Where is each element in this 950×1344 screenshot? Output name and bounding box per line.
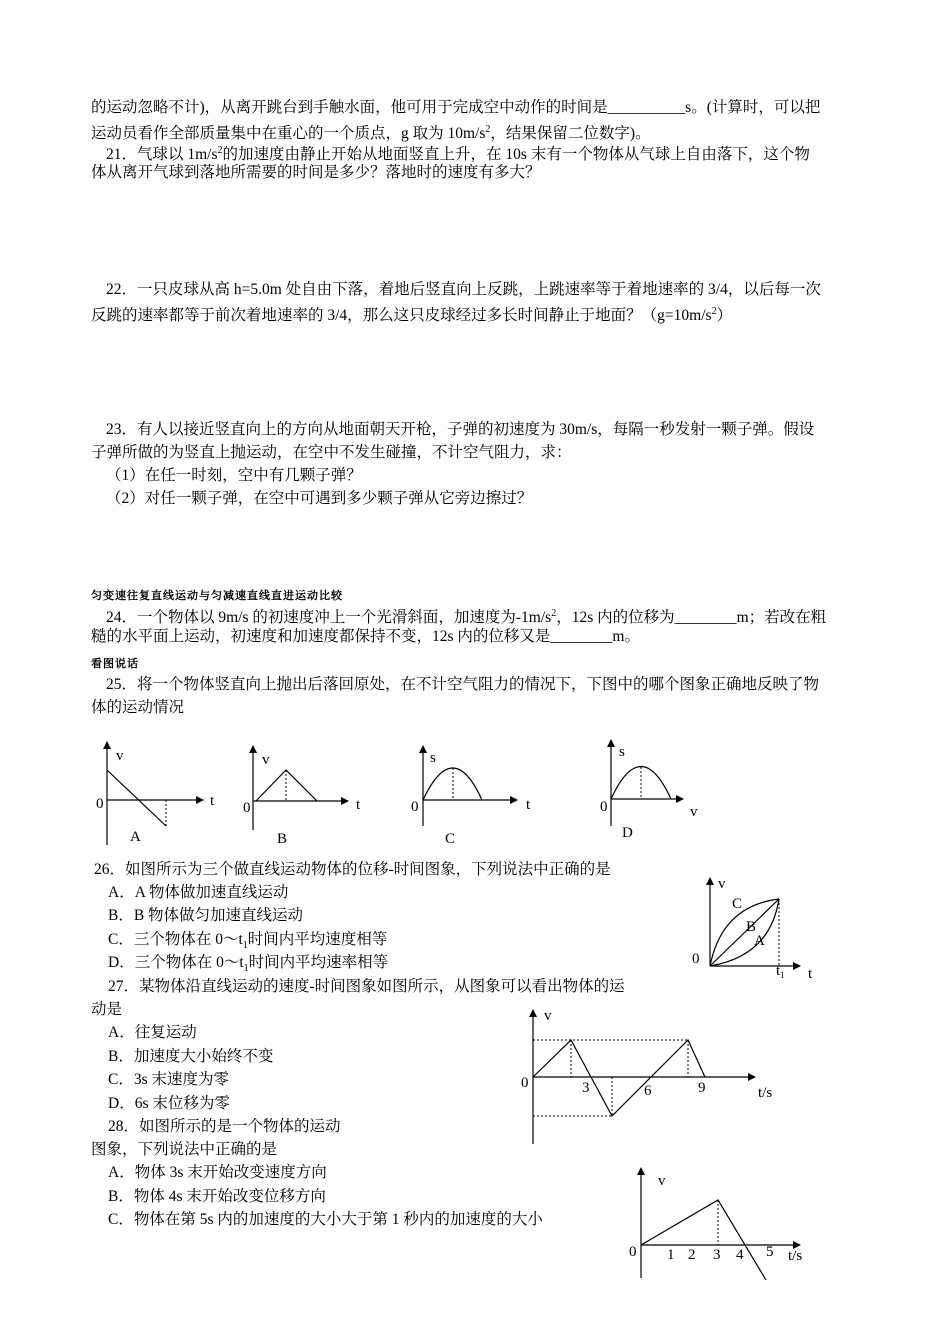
q25b-origin: 0 [243,800,251,816]
q22-line-2: 反跳的速率都等于前次着地速率的 3/4，那么这只皮球经过多长时间静止于地面？$(g=10m/s^2)$ [91,306,733,325]
q28-tick-1: 1 [667,1247,675,1263]
q27-tick-9: 9 [698,1080,706,1096]
q25d-origin: 0 [600,799,608,815]
q21-line-1: 21．气球以 $1m/s^2$的加速度由静止开始从地面竖直上升，在 10s 末有一个物体从气球上自由落下，这个物 [106,145,810,164]
q28-stem-1: 28．如图所示的是一个物体的运动 [108,1118,341,1135]
q23-item-2: （2）对任一颗子弹，在空中可遇到多少颗子弹从它旁边擦过？ [106,490,533,507]
q21-line-2: 体从离开气球到落地所需要的时间是多少？落地时的速度有多大？ [91,164,541,181]
q25c-x-label: t [526,797,531,813]
q27-x-label: t/s [758,1085,773,1101]
q25-graph-b [243,746,361,847]
q28-option-c: C．物体在第 5s 内的加速度的大小大于第 1 秒内的加速度的大小 [108,1211,543,1228]
q23-line-1: 23．有人以接近竖直向上的方向从地面朝天开枪，子弹的初速度为 30m/s，每隔一秒发射一颗子弹。假设 [106,421,815,438]
q28-option-a: A．物体 3s 末开始改变速度方向 [108,1164,327,1181]
q25a-y-label: v [116,748,124,764]
q27-option-d: D．6s 末位移为零 [108,1095,230,1112]
q25d-caption: D [622,825,633,841]
q25d-x-label: v [690,804,698,820]
q28-stem-2: 图象，下列说法中正确的是 [91,1141,278,1158]
q26-label-c: C [732,896,743,912]
q25a-origin: 0 [96,796,104,812]
q28-origin: 0 [629,1244,637,1260]
q25d-y-label: s [619,744,625,760]
q26-option-d: D．三个物体在 $0\sim t_1$时间内平均速率相等 [108,954,389,975]
q26-option-b: B．B 物体做匀加速直线运动 [108,907,304,924]
q27-option-a: A．往复运动 [108,1024,197,1041]
q28-x-label: t/s [788,1248,803,1264]
q25b-y-label: v [262,752,270,768]
q27-tick-6: 6 [644,1083,652,1099]
q25-line-1: 25．将一个物体竖直向上抛出后落回原处，在不计空气阻力的情况下，下图中的哪个图象正确地反映了物 [106,676,820,693]
q28-tick-4: 4 [736,1247,744,1263]
q26-origin: 0 [692,951,700,967]
q26-line-b [710,899,779,966]
q28-tick-3: 3 [713,1247,721,1263]
q25c-y-label: s [430,750,436,766]
q24-line-2: 糙的水平面上运动，初速度和加速度都保持不变，12s 内的位移又是________m。 [91,628,640,645]
q24-line-1: 24．一个物体以 9m/s 的初速度冲上一个光滑斜面，加速度为$-1m/s^2$，12s 内的位移为________m；若改在粗 [106,608,827,627]
q26-graph [692,876,813,982]
q26-label-b: B [746,919,757,935]
q20-line-3: 运动员看作全部质量集中在重心的一个质点，g 取为 $10m/s^2$，结果保留二位数字)。 [91,124,651,143]
q28-graph [629,1168,802,1280]
q23-item-1: （1）在任一时刻，空中有几颗子弹？ [106,467,362,484]
q25-line-2: 体的运动情况 [91,699,185,716]
q28-y-label: v [658,1173,666,1189]
q27-stem-2: 动是 [91,1001,123,1018]
q26-option-c: C．三个物体在 $0\sim t_1$时间内平均速度相等 [108,931,388,952]
q26-y-label: v [718,876,726,892]
q25a-caption: A [130,829,141,845]
q27-option-c: C．3s 末速度为零 [108,1071,229,1088]
q28-tick-5: 5 [766,1244,774,1260]
q25b-x-label: t [356,797,361,813]
q25c-caption: C [445,831,456,847]
q22-line-1: 22．一只皮球从高 h=5.0m 处自由下落，着地后竖直向上反跳，上跳速率等于着地速率的 3/4，以后每一次 [106,281,821,298]
q26-t1-label: $t_1$ [776,963,785,980]
q25-graph-c [411,746,531,847]
q26-x-label: t [808,966,813,982]
q26-stem: 26．如图所示为三个做直线运动物体的位移-时间图象，下列说法中正确的是 [94,861,611,878]
q27-tick-3: 3 [582,1080,590,1096]
q28-option-b: B．物体 4s 末开始改变位移方向 [108,1188,326,1205]
q25-graph-a [96,742,215,845]
q27-option-b: B．加速度大小始终不变 [108,1048,274,1065]
q23-line-2: 子弹所做的为竖直上抛运动，在空中不发生碰撞，不计空气阻力，求： [91,444,572,461]
q26-option-a: A．A 物体做加速直线运动 [108,884,289,901]
q25c-origin: 0 [411,799,419,815]
section-heading-1: 匀变速往复直线运动与匀减速直线直进运动比较 [91,590,343,602]
q26-label-a: A [754,933,765,949]
section-heading-2: 看图说话 [91,658,139,670]
q25-graph-d [600,740,698,841]
q27-origin: 0 [521,1075,529,1091]
q25b-caption: B [277,831,288,847]
q27-stem-1: 27．某物体沿直线运动的速度-时间图象如图所示，从图象可以看出物体的运 [108,978,625,995]
q25a-x-label: t [210,793,215,809]
q27-graph [521,1008,772,1144]
q28-tick-2: 2 [688,1247,696,1263]
q20-line-2: 的运动忽略不计)，从离开跳台到手触水面，他可用于完成空中动作的时间是__________s。(计算时，可以把 [91,99,821,116]
q27-y-label: v [544,1008,552,1024]
